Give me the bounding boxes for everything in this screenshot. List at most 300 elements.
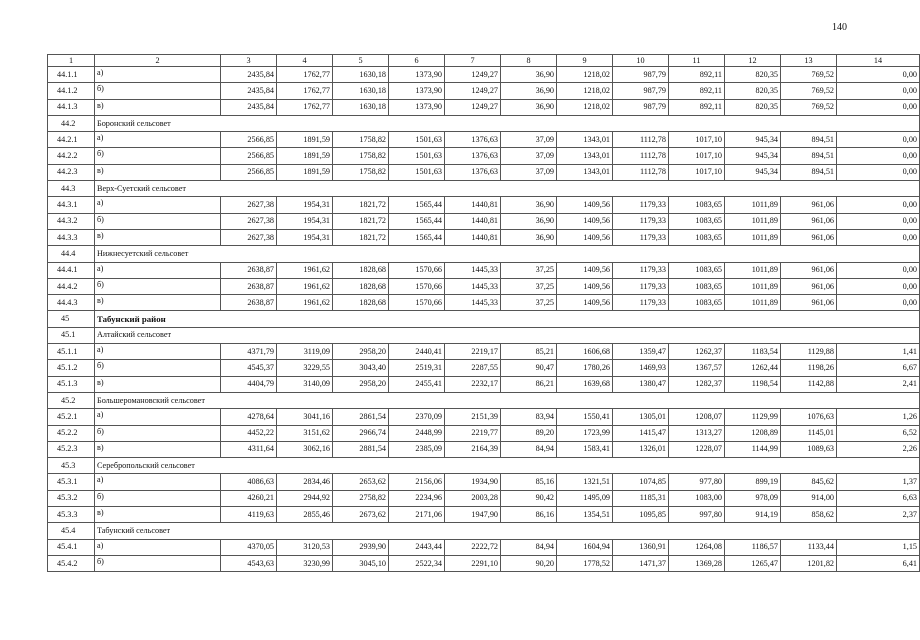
value-cell: 1583,41: [557, 441, 613, 457]
value-cell: 0,00: [837, 229, 920, 245]
column-header: 2: [95, 55, 221, 67]
value-cell: 1183,54: [725, 344, 781, 360]
value-cell: 2156,06: [389, 474, 445, 490]
row-code: 44.4.3: [48, 295, 95, 311]
value-cell: 1228,07: [669, 441, 725, 457]
value-cell: 1821,72: [333, 229, 389, 245]
row-variant: в): [95, 441, 221, 457]
value-cell: 2,37: [837, 507, 920, 523]
value-cell: 997,80: [669, 507, 725, 523]
value-cell: 1445,33: [445, 278, 501, 294]
value-cell: 2455,41: [389, 376, 445, 392]
section-name: Табунский сельсовет: [95, 523, 920, 539]
value-cell: 1249,27: [445, 83, 501, 99]
row-code: 45.4.1: [48, 539, 95, 555]
row-variant: б): [95, 360, 221, 376]
value-cell: 1947,90: [445, 507, 501, 523]
value-cell: 769,52: [781, 99, 837, 115]
value-cell: 2939,90: [333, 539, 389, 555]
value-cell: 1445,33: [445, 262, 501, 278]
value-cell: 2627,38: [221, 197, 277, 213]
row-variant: а): [95, 539, 221, 555]
column-header: 4: [277, 55, 333, 67]
value-cell: 6,63: [837, 490, 920, 506]
section-code: 44.3: [48, 181, 95, 197]
value-cell: 1185,31: [613, 490, 669, 506]
value-cell: 769,52: [781, 67, 837, 83]
row-code: 45.3.2: [48, 490, 95, 506]
value-cell: 6,67: [837, 360, 920, 376]
row-code: 44.3.1: [48, 197, 95, 213]
value-cell: 1821,72: [333, 213, 389, 229]
value-cell: 2958,20: [333, 376, 389, 392]
value-cell: 2627,38: [221, 229, 277, 245]
section-row: [48, 181, 920, 197]
row-variant: а): [95, 262, 221, 278]
value-cell: 1179,33: [613, 278, 669, 294]
value-cell: 1083,65: [669, 262, 725, 278]
value-cell: 2638,87: [221, 262, 277, 278]
value-cell: 1565,44: [389, 229, 445, 245]
value-cell: 1373,90: [389, 67, 445, 83]
value-cell: 1,15: [837, 539, 920, 555]
value-cell: 36,90: [501, 229, 557, 245]
value-cell: 2566,85: [221, 148, 277, 164]
value-cell: 1828,68: [333, 295, 389, 311]
value-cell: 3151,62: [277, 425, 333, 441]
row-code: 44.4.1: [48, 262, 95, 278]
section-code: 45: [48, 311, 95, 327]
value-cell: 3230,99: [277, 555, 333, 571]
value-cell: 2003,28: [445, 490, 501, 506]
value-cell: 1501,63: [389, 164, 445, 180]
value-cell: 1376,63: [445, 164, 501, 180]
value-cell: 4086,63: [221, 474, 277, 490]
value-cell: 2,26: [837, 441, 920, 457]
row-variant: б): [95, 555, 221, 571]
value-cell: 1758,82: [333, 164, 389, 180]
value-cell: 3041,16: [277, 409, 333, 425]
value-cell: 1758,82: [333, 132, 389, 148]
value-cell: 1758,82: [333, 148, 389, 164]
value-cell: 4370,05: [221, 539, 277, 555]
value-cell: 36,90: [501, 99, 557, 115]
value-cell: 1179,33: [613, 295, 669, 311]
row-variant: в): [95, 376, 221, 392]
value-cell: 1017,10: [669, 132, 725, 148]
value-cell: 36,90: [501, 197, 557, 213]
value-cell: 1179,33: [613, 229, 669, 245]
value-cell: 2440,41: [389, 344, 445, 360]
value-cell: 2234,96: [389, 490, 445, 506]
value-cell: 892,11: [669, 67, 725, 83]
value-cell: 820,35: [725, 83, 781, 99]
section-row: [48, 458, 920, 474]
value-cell: 1409,56: [557, 278, 613, 294]
value-cell: 1501,63: [389, 132, 445, 148]
value-cell: 0,00: [837, 132, 920, 148]
value-cell: 1376,63: [445, 132, 501, 148]
value-cell: 1142,88: [781, 376, 837, 392]
value-cell: 36,90: [501, 213, 557, 229]
value-cell: 1011,89: [725, 213, 781, 229]
section-name: Нижнесуетский сельсовет: [95, 246, 920, 262]
row-code: 44.2.1: [48, 132, 95, 148]
value-cell: 2566,85: [221, 164, 277, 180]
value-cell: 977,80: [669, 474, 725, 490]
section-code: 45.3: [48, 458, 95, 474]
section-name: Верх-Суетский сельсовет: [95, 181, 920, 197]
value-cell: 1409,56: [557, 229, 613, 245]
value-cell: 1083,65: [669, 295, 725, 311]
value-cell: 2881,54: [333, 441, 389, 457]
value-cell: 2291,10: [445, 555, 501, 571]
value-cell: 4260,21: [221, 490, 277, 506]
value-cell: 1083,65: [669, 229, 725, 245]
section-code: 44.2: [48, 115, 95, 131]
value-cell: 0,00: [837, 164, 920, 180]
district-row: [48, 311, 920, 327]
value-cell: 1495,09: [557, 490, 613, 506]
row-code: 44.4.2: [48, 278, 95, 294]
value-cell: 2,41: [837, 376, 920, 392]
section-name: Большеромановский сельсовет: [95, 392, 920, 408]
value-cell: 1570,66: [389, 262, 445, 278]
value-cell: 1376,63: [445, 148, 501, 164]
value-cell: 6,52: [837, 425, 920, 441]
table-row: [48, 278, 920, 294]
value-cell: 1828,68: [333, 262, 389, 278]
value-cell: 37,25: [501, 262, 557, 278]
column-header: 10: [613, 55, 669, 67]
section-code: 45.1: [48, 327, 95, 343]
row-code: 45.4.2: [48, 555, 95, 571]
value-cell: 1409,56: [557, 295, 613, 311]
value-cell: 961,06: [781, 229, 837, 245]
table-row: [48, 376, 920, 392]
table-row: [48, 295, 920, 311]
value-cell: 1367,57: [669, 360, 725, 376]
row-variant: в): [95, 229, 221, 245]
value-cell: 820,35: [725, 99, 781, 115]
table-body: [48, 67, 920, 572]
value-cell: 1369,28: [669, 555, 725, 571]
row-code: 45.1.1: [48, 344, 95, 360]
column-header: 6: [389, 55, 445, 67]
value-cell: 894,51: [781, 132, 837, 148]
value-cell: 961,06: [781, 278, 837, 294]
row-variant: в): [95, 164, 221, 180]
value-cell: 3119,09: [277, 344, 333, 360]
value-cell: 1445,33: [445, 295, 501, 311]
value-cell: 1265,47: [725, 555, 781, 571]
value-cell: 892,11: [669, 99, 725, 115]
row-code: 45.2.3: [48, 441, 95, 457]
row-code: 45.3.1: [48, 474, 95, 490]
column-number-header: [48, 55, 920, 67]
section-name: Алтайский сельсовет: [95, 327, 920, 343]
value-cell: 1343,01: [557, 132, 613, 148]
value-cell: 961,06: [781, 295, 837, 311]
value-cell: 2673,62: [333, 507, 389, 523]
value-cell: 1954,31: [277, 213, 333, 229]
value-cell: 1,26: [837, 409, 920, 425]
value-cell: 894,51: [781, 148, 837, 164]
value-cell: 1630,18: [333, 83, 389, 99]
value-cell: 1762,77: [277, 99, 333, 115]
value-cell: 1179,33: [613, 262, 669, 278]
value-cell: 1961,62: [277, 262, 333, 278]
value-cell: 1313,27: [669, 425, 725, 441]
value-cell: 83,94: [501, 409, 557, 425]
row-variant: б): [95, 83, 221, 99]
row-code: 44.3.2: [48, 213, 95, 229]
value-cell: 2627,38: [221, 213, 277, 229]
value-cell: 1961,62: [277, 278, 333, 294]
value-cell: 90,42: [501, 490, 557, 506]
value-cell: 1083,65: [669, 197, 725, 213]
value-cell: 90,47: [501, 360, 557, 376]
value-cell: 769,52: [781, 83, 837, 99]
value-cell: 3120,53: [277, 539, 333, 555]
value-cell: 3229,55: [277, 360, 333, 376]
value-cell: 1891,59: [277, 164, 333, 180]
value-cell: 1179,33: [613, 213, 669, 229]
value-cell: 1011,89: [725, 262, 781, 278]
value-cell: 84,94: [501, 539, 557, 555]
value-cell: 1373,90: [389, 99, 445, 115]
row-code: 45.3.3: [48, 507, 95, 523]
value-cell: 914,00: [781, 490, 837, 506]
value-cell: 1218,02: [557, 83, 613, 99]
value-cell: 90,20: [501, 555, 557, 571]
table-row: [48, 262, 920, 278]
row-variant: а): [95, 67, 221, 83]
value-cell: 1133,44: [781, 539, 837, 555]
value-cell: 1550,41: [557, 409, 613, 425]
value-cell: 1440,81: [445, 197, 501, 213]
value-cell: 1762,77: [277, 67, 333, 83]
value-cell: 894,51: [781, 164, 837, 180]
value-cell: 37,25: [501, 295, 557, 311]
value-cell: 1321,51: [557, 474, 613, 490]
row-variant: б): [95, 148, 221, 164]
row-code: 44.2.3: [48, 164, 95, 180]
value-cell: 0,00: [837, 213, 920, 229]
value-cell: 85,21: [501, 344, 557, 360]
value-cell: 1282,37: [669, 376, 725, 392]
value-cell: 2370,09: [389, 409, 445, 425]
value-cell: 1604,94: [557, 539, 613, 555]
column-header: 14: [837, 55, 920, 67]
value-cell: 1083,65: [669, 278, 725, 294]
value-cell: 1891,59: [277, 148, 333, 164]
value-cell: 1954,31: [277, 197, 333, 213]
value-cell: 1264,08: [669, 539, 725, 555]
value-cell: 4119,63: [221, 507, 277, 523]
value-cell: 1934,90: [445, 474, 501, 490]
value-cell: 845,62: [781, 474, 837, 490]
value-cell: 36,90: [501, 67, 557, 83]
value-cell: 1112,78: [613, 148, 669, 164]
section-code: 45.2: [48, 392, 95, 408]
table-row: [48, 132, 920, 148]
column-header: 3: [221, 55, 277, 67]
value-cell: 1083,65: [669, 213, 725, 229]
value-cell: 1630,18: [333, 67, 389, 83]
value-cell: 1828,68: [333, 278, 389, 294]
value-cell: 0,00: [837, 83, 920, 99]
row-variant: б): [95, 278, 221, 294]
value-cell: 1218,02: [557, 99, 613, 115]
section-code: 44.4: [48, 246, 95, 262]
value-cell: 2653,62: [333, 474, 389, 490]
value-cell: 1076,63: [781, 409, 837, 425]
value-cell: 1017,10: [669, 164, 725, 180]
value-cell: 2164,39: [445, 441, 501, 457]
value-cell: 2151,39: [445, 409, 501, 425]
value-cell: 914,19: [725, 507, 781, 523]
value-cell: 1011,89: [725, 229, 781, 245]
value-cell: 1201,82: [781, 555, 837, 571]
value-cell: 2638,87: [221, 295, 277, 311]
value-cell: 1095,85: [613, 507, 669, 523]
value-cell: 1821,72: [333, 197, 389, 213]
value-cell: 1129,88: [781, 344, 837, 360]
row-variant: а): [95, 197, 221, 213]
row-code: 45.1.3: [48, 376, 95, 392]
value-cell: 1144,99: [725, 441, 781, 457]
value-cell: 2222,72: [445, 539, 501, 555]
value-cell: 0,00: [837, 262, 920, 278]
value-cell: 1208,07: [669, 409, 725, 425]
section-name: Боронский сельсовет: [95, 115, 920, 131]
value-cell: 892,11: [669, 83, 725, 99]
value-cell: 2944,92: [277, 490, 333, 506]
value-cell: 86,21: [501, 376, 557, 392]
value-cell: 1011,89: [725, 197, 781, 213]
value-cell: 2566,85: [221, 132, 277, 148]
value-cell: 1208,89: [725, 425, 781, 441]
value-cell: 2834,46: [277, 474, 333, 490]
value-cell: 1565,44: [389, 213, 445, 229]
value-cell: 987,79: [613, 99, 669, 115]
value-cell: 89,20: [501, 425, 557, 441]
value-cell: 1469,93: [613, 360, 669, 376]
table-row: [48, 197, 920, 213]
row-code: 44.2.2: [48, 148, 95, 164]
value-cell: 37,09: [501, 148, 557, 164]
table-row: [48, 360, 920, 376]
row-variant: а): [95, 132, 221, 148]
value-cell: 987,79: [613, 67, 669, 83]
value-cell: 3062,16: [277, 441, 333, 457]
table-row: [48, 490, 920, 506]
district-name: Табунский район: [95, 311, 920, 327]
table-row: [48, 229, 920, 245]
value-cell: 1409,56: [557, 213, 613, 229]
value-cell: 1011,89: [725, 278, 781, 294]
value-cell: 3043,40: [333, 360, 389, 376]
column-header: 11: [669, 55, 725, 67]
value-cell: 961,06: [781, 197, 837, 213]
value-cell: 858,62: [781, 507, 837, 523]
table-row: [48, 474, 920, 490]
value-cell: 0,00: [837, 278, 920, 294]
value-cell: 1501,63: [389, 148, 445, 164]
value-cell: 86,16: [501, 507, 557, 523]
section-row: [48, 246, 920, 262]
value-cell: 2966,74: [333, 425, 389, 441]
column-header: 9: [557, 55, 613, 67]
table-row: [48, 148, 920, 164]
column-header: 8: [501, 55, 557, 67]
row-code: 44.1.2: [48, 83, 95, 99]
value-cell: 1359,47: [613, 344, 669, 360]
column-header: 5: [333, 55, 389, 67]
value-cell: 899,19: [725, 474, 781, 490]
column-header: 7: [445, 55, 501, 67]
value-cell: 0,00: [837, 295, 920, 311]
section-name: Серебропольский сельсовет: [95, 458, 920, 474]
value-cell: 945,34: [725, 148, 781, 164]
value-cell: 1017,10: [669, 148, 725, 164]
value-cell: 37,09: [501, 132, 557, 148]
value-cell: 84,94: [501, 441, 557, 457]
value-cell: 1262,44: [725, 360, 781, 376]
value-cell: 1630,18: [333, 99, 389, 115]
value-cell: 2958,20: [333, 344, 389, 360]
value-cell: 2232,17: [445, 376, 501, 392]
value-cell: 1780,26: [557, 360, 613, 376]
section-code: 45.4: [48, 523, 95, 539]
row-code: 45.1.2: [48, 360, 95, 376]
value-cell: 1440,81: [445, 213, 501, 229]
row-code: 45.2.1: [48, 409, 95, 425]
table-row: [48, 67, 920, 83]
value-cell: 1762,77: [277, 83, 333, 99]
value-cell: 3140,09: [277, 376, 333, 392]
row-code: 44.3.3: [48, 229, 95, 245]
value-cell: 2219,77: [445, 425, 501, 441]
value-cell: 1218,02: [557, 67, 613, 83]
value-cell: 1198,26: [781, 360, 837, 376]
page-number: 140: [832, 22, 847, 33]
table-row: [48, 213, 920, 229]
value-cell: 1440,81: [445, 229, 501, 245]
value-cell: 2855,46: [277, 507, 333, 523]
value-cell: 1639,68: [557, 376, 613, 392]
value-cell: 1471,37: [613, 555, 669, 571]
value-cell: 2171,06: [389, 507, 445, 523]
value-cell: 1179,33: [613, 197, 669, 213]
value-cell: 37,09: [501, 164, 557, 180]
value-cell: 1961,62: [277, 295, 333, 311]
value-cell: 4452,22: [221, 425, 277, 441]
value-cell: 4371,79: [221, 344, 277, 360]
row-code: 45.2.2: [48, 425, 95, 441]
value-cell: 2435,84: [221, 67, 277, 83]
value-cell: 1326,01: [613, 441, 669, 457]
value-cell: 2758,82: [333, 490, 389, 506]
value-cell: 961,06: [781, 213, 837, 229]
table-row: [48, 441, 920, 457]
value-cell: 820,35: [725, 67, 781, 83]
table-row: [48, 164, 920, 180]
value-cell: 1074,85: [613, 474, 669, 490]
table-row: [48, 99, 920, 115]
table-row: [48, 344, 920, 360]
